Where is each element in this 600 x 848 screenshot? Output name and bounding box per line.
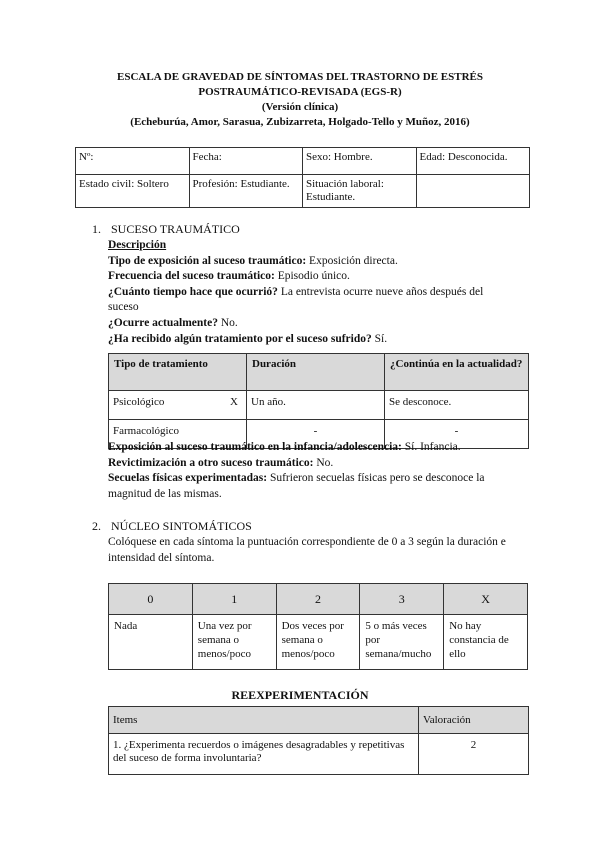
treatment-label: ¿Ha recibido algún tratamiento por el suceso sufrido? <box>108 332 372 345</box>
scale-desc-0: Nada <box>109 615 193 670</box>
sequelae-value: Sufrieron secuelas físicas pero se desconoce la <box>269 472 485 485</box>
childhood-label: Exposición al suceso traumático en la infancia/adolescencia: <box>108 441 402 453</box>
employment-cell: Situación laboral: Estudiante. <box>303 175 417 208</box>
scale-header-x: X <box>444 584 528 615</box>
version-label: (Versión clínica) <box>261 101 339 113</box>
score-header: Valoración <box>419 707 529 734</box>
table-row <box>109 734 529 775</box>
continues-header: ¿Continúa en la actualidad? <box>385 354 529 391</box>
rating-scale-table <box>108 583 528 670</box>
when-label: ¿Cuánto tiempo hace que ocurrió? <box>108 285 278 298</box>
table-row <box>109 615 528 670</box>
marital-status-cell: Estado civil: Soltero <box>76 175 190 208</box>
treatment-type: Farmacológico <box>113 425 179 437</box>
scale-header-0: 0 <box>109 584 193 615</box>
scale-header-2: 2 <box>276 584 360 615</box>
treatment-table <box>108 353 529 449</box>
item-text: 1. ¿Experimenta recuerdos o imágenes desagradables y repetitivas del suceso de forma involuntaria? <box>109 734 419 775</box>
section-title: NÚCLEO SINTOMÁTICOS <box>111 519 252 533</box>
scale-header-3: 3 <box>360 584 444 615</box>
section-1-body-continued <box>108 440 528 502</box>
scale-desc-3: 5 o más veces por semana/mucho <box>360 615 444 670</box>
number-cell: Nº: <box>76 148 190 175</box>
section-2-heading <box>92 519 252 534</box>
reexperimentation-title: REEXPERIMENTACIÓN <box>231 688 369 702</box>
continues-cell: Se desconoce. <box>385 391 529 420</box>
section-number: 1. <box>92 222 101 236</box>
patient-info-table <box>75 147 530 208</box>
treatment-type-header: Tipo de tratamiento <box>109 354 247 391</box>
current-value: No. <box>220 316 238 329</box>
scale-title-line2: POSTRAUMÁTICO-REVISADA (EGS-R) <box>198 86 402 98</box>
table-row <box>76 148 530 175</box>
scale-desc-2: Dos veces por semana o menos/poco <box>276 615 360 670</box>
profession-cell: Profesión: Estudiante. <box>189 175 303 208</box>
table-header-row <box>109 584 528 615</box>
section-title: SUCESO TRAUMÁTICO <box>111 222 240 236</box>
scale-title-line1: ESCALA DE GRAVEDAD DE SÍNTOMAS DEL TRASTORNO DE ESTRÉS <box>117 71 483 83</box>
current-label: ¿Ocurre actualmente? <box>108 316 218 329</box>
treatment-type: Psicológico <box>113 396 165 408</box>
table-row <box>76 175 530 208</box>
empty-cell <box>416 175 530 208</box>
sequelae-value-cont: magnitud de las mismas. <box>108 487 222 500</box>
childhood-value: Sí. Infancia. <box>404 441 461 453</box>
table-header-row <box>109 354 529 391</box>
age-cell: Edad: Desconocida. <box>416 148 530 175</box>
when-value-cont: suceso <box>108 301 139 314</box>
table-header-row <box>109 707 529 734</box>
treatment-type-cell <box>109 391 247 420</box>
exposure-label: Tipo de exposición al suceso traumático: <box>108 254 307 267</box>
scale-desc-x: No hay constancia de ello <box>444 615 528 670</box>
section-1-heading <box>92 222 240 237</box>
instruction-line: Colóquese en cada síntoma la puntuación correspondiente de 0 a 3 según la duración e <box>108 536 506 548</box>
scale-header-1: 1 <box>192 584 276 615</box>
revictimization-value: No. <box>316 456 334 469</box>
section-1-body <box>108 238 528 347</box>
exposure-value: Exposición directa. <box>309 254 398 267</box>
reexperimentation-table <box>108 706 529 775</box>
scale-desc-1: Una vez por semana o menos/poco <box>192 615 276 670</box>
frequency-value: Episodio único. <box>277 270 350 283</box>
sequelae-label: Secuelas físicas experimentadas: <box>108 472 268 485</box>
authors-citation: (Echeburúa, Amor, Sarasua, Zubizarreta, Holgado-Tello y Muñoz, 2016) <box>130 116 470 128</box>
duration-cell: - <box>247 420 385 449</box>
section-2-instructions <box>108 535 528 566</box>
duration-cell: Un año. <box>247 391 385 420</box>
sex-cell: Sexo: Hombre. <box>303 148 417 175</box>
selected-mark: X <box>230 396 238 408</box>
section-number: 2. <box>92 519 101 533</box>
frequency-label: Frecuencia del suceso traumático: <box>108 270 275 283</box>
duration-header: Duración <box>247 354 385 391</box>
continues-cell: - <box>385 420 529 449</box>
revictimization-label: Revictimización a otro suceso traumático: <box>108 456 314 469</box>
instruction-line: intensidad del síntoma. <box>108 551 215 564</box>
items-header: Items <box>109 707 419 734</box>
when-value: La entrevista ocurre nueve años después del <box>280 285 484 298</box>
treatment-value: Sí. <box>374 332 388 345</box>
description-subtitle: Descripción <box>108 239 167 251</box>
table-row <box>109 391 529 420</box>
item-score: 2 <box>419 734 529 775</box>
date-cell: Fecha: <box>189 148 303 175</box>
